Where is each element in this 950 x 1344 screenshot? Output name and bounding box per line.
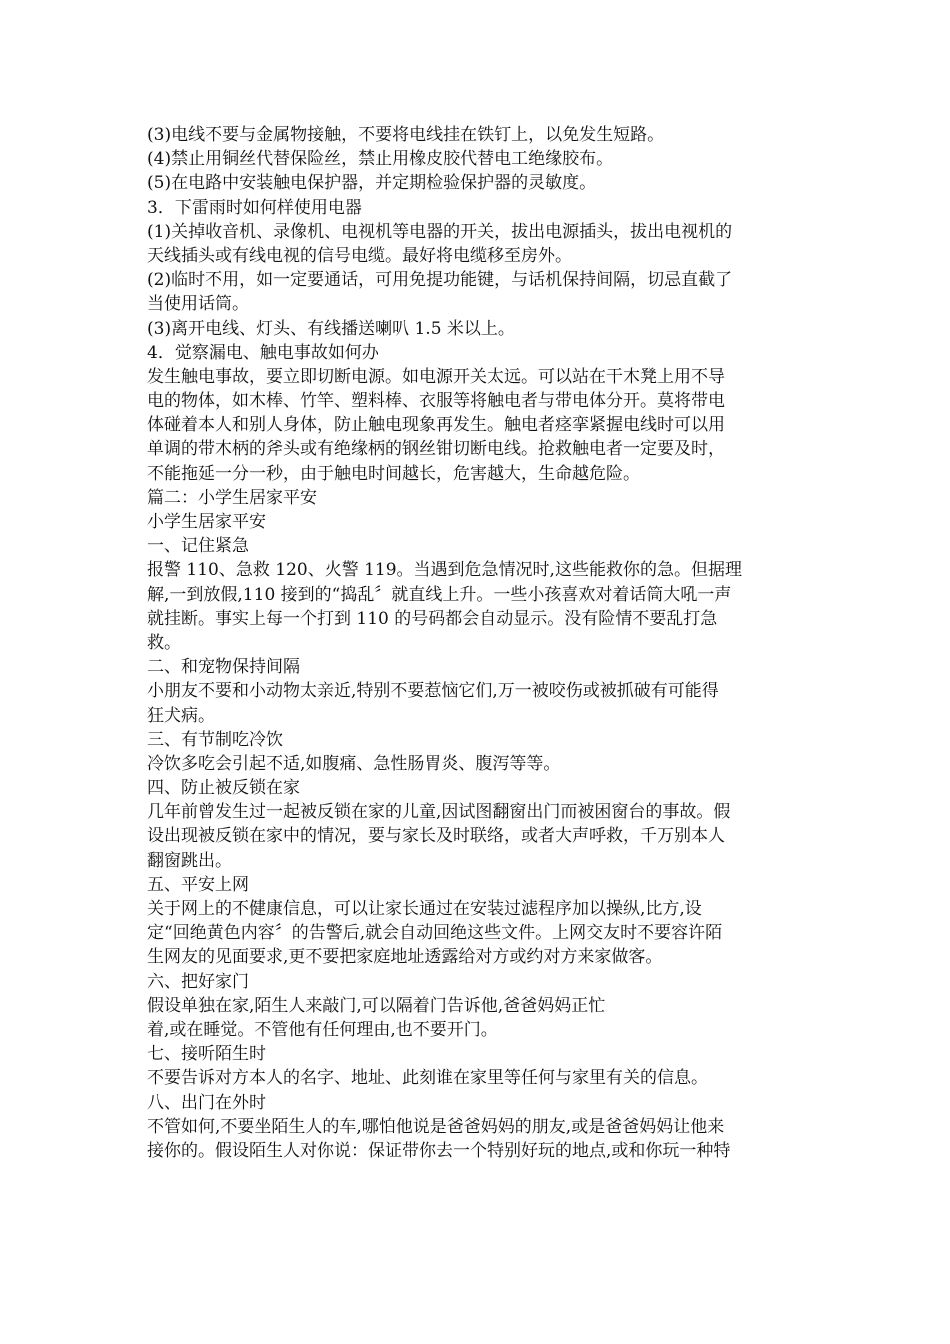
- text-line: 单调的带木柄的斧头或有绝缘柄的钢丝钳切断电线。抢救触电者一定要及时，: [147, 439, 725, 460]
- article-subtitle: 小学生居家平安: [147, 512, 266, 532]
- text-line: 小朋友不要和小动物太亲近,特别不要惹恼它们,万一被咬伤或被抓破有可能得: [147, 681, 719, 702]
- text-line: 就挂断。事实上每一个打到 110 的号码都会自动显示。没有险情不要乱打急: [147, 608, 718, 629]
- text-line: 报警 110、急救 120、火警 119。当遇到危急情况时,这些能救你的急。但据理: [147, 560, 742, 581]
- text-line: 体碰着本人和别人身体，防止触电现象再发生。触电者痉挛紧握电线时可以用: [147, 415, 725, 436]
- text-line: 发生触电事故，要立即切断电源。如电源开关太远。可以站在干木凳上用不导: [147, 366, 725, 387]
- section-heading: 八、出门在外时: [147, 1092, 266, 1113]
- text-line: 冷饮多吃会引起不适,如腹痛、急性肠胃炎、腹泻等等。: [147, 753, 561, 774]
- text-line: 定“回绝黄色内容〞的告警后,就会自动回绝这些文件。上网交友时不要容许陌: [147, 923, 723, 944]
- document-body: [147, 123, 807, 1163]
- section-heading: 3．下雷雨时如何样使用电器: [147, 197, 362, 218]
- section-heading: 七、接听陌生时: [147, 1044, 266, 1065]
- text-line: 不能拖延一分一秒，由于触电时间越长，危害越大，生命越危险。: [147, 463, 640, 484]
- text-line: (4)禁止用铜丝代替保险丝，禁止用橡皮胶代替电工绝缘胶布。: [147, 149, 614, 170]
- section-heading: 4．觉察漏电、触电事故如何办: [147, 342, 379, 363]
- section-heading: 三、有节制吃冷饮: [147, 729, 283, 750]
- text-line: 电的物体，如木棒、竹竿、塑料棒、衣服等将触电者与带电体分开。莫将带电: [147, 391, 725, 412]
- section-heading: 一、记住紧急: [147, 536, 249, 557]
- text-line: (1)关掉收音机、录像机、电视机等电器的开关，拔出电源插头，拔出电视机的: [147, 221, 733, 242]
- text-line: 翻窗跳出。: [147, 850, 232, 871]
- text-line: (3)离开电线、灯头、有线播送喇叭 1.5 米以上。: [147, 318, 515, 339]
- text-line: 接你的。假设陌生人对你说：保证带你去一个特别好玩的地点,或和你玩一种特: [147, 1140, 731, 1161]
- section-heading: 五、平安上网: [147, 874, 249, 895]
- section-heading: 六、把好家门: [147, 971, 249, 992]
- article-title: 篇二：小学生居家平安: [147, 487, 317, 508]
- text-line: (5)在电路中安装触电保护器，并定期检验保护器的灵敏度。: [147, 173, 597, 194]
- text-line: 假设单独在家,陌生人来敲门,可以隔着门告诉他,爸爸妈妈正忙: [147, 995, 606, 1016]
- text-line: 关于网上的不健康信息，可以让家长通过在安装过滤程序加以操纵,比方,设: [147, 899, 702, 919]
- text-line: 天线插头或有线电视的信号电缆。最好将电缆移至房外。: [147, 245, 572, 266]
- text-line: 设出现被反锁在家中的情况，要与家长及时联络，或者大声呼救，千万别本人: [147, 826, 725, 847]
- section-heading: 二、和宠物保持间隔: [147, 657, 300, 678]
- text-line: 几年前曾发生过一起被反锁在家的儿童,因试图翻窗出门而被困窗台的事故。假: [147, 802, 731, 823]
- text-line: 不要告诉对方本人的名字、地址、此刻谁在家里等任何与家里有关的信息。: [147, 1068, 708, 1089]
- text-line: 当使用话筒。: [147, 294, 249, 315]
- text-line: 狂犬病。: [147, 705, 215, 726]
- text-line: 救。: [147, 632, 181, 653]
- text-line: 不管如何,不要坐陌生人的车,哪怕他说是爸爸妈妈的朋友,或是爸爸妈妈让他来: [147, 1116, 725, 1137]
- text-line: (2)临时不用，如一定要通话，可用免提功能键，与话机保持间隔，切忌直截了: [147, 270, 733, 291]
- text-line: 生网友的见面要求,更不要把家庭地址透露给对方或约对方来家做客。: [147, 947, 663, 968]
- text-line: (3)电线不要与金属物接触，不要将电线挂在铁钉上，以免发生短路。: [147, 125, 665, 145]
- section-heading: 四、防止被反锁在家: [147, 778, 300, 799]
- text-line: 解,一到放假,110 接到的“捣乱〞就直线上升。一些小孩喜欢对着话筒大吼一声: [147, 584, 732, 605]
- text-line: 着,或在睡觉。不管他有任何理由,也不要开门。: [147, 1019, 498, 1040]
